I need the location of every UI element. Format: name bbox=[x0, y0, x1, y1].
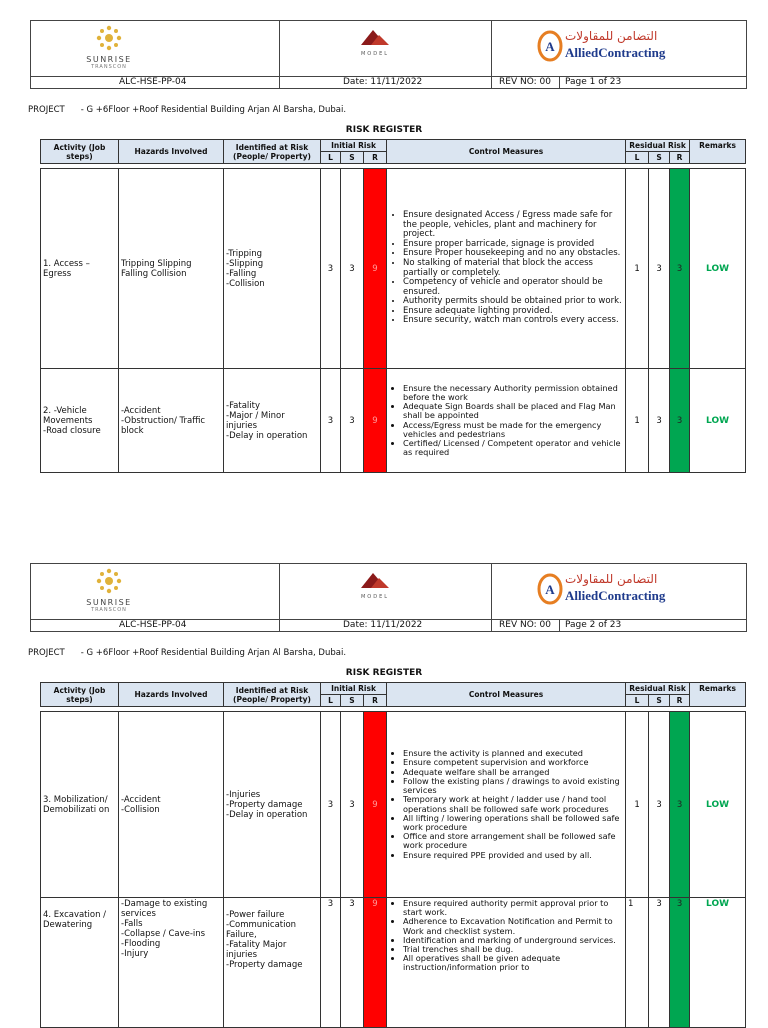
col-r: R bbox=[670, 695, 690, 707]
identified-cell: -Fatality -Major / Minor injuries -Delay in operation bbox=[224, 369, 321, 473]
hazards-cell: -Damage to existing services -Falls -Collapse / Cave-ins -Flooding -Injury bbox=[119, 898, 224, 1028]
register-title: RISK REGISTER bbox=[345, 125, 423, 135]
col-identified: Identified at Risk (People/ Property) bbox=[224, 140, 321, 164]
initial-r: 9 bbox=[364, 369, 387, 473]
allied-logo bbox=[537, 572, 666, 610]
model-name: MODEL bbox=[360, 51, 390, 57]
controls-cell bbox=[387, 369, 626, 473]
control-measure-item: • Ensure the activity is planned and executed bbox=[403, 749, 623, 758]
header-box bbox=[30, 563, 747, 620]
activity-cell: 1. Access – Egress bbox=[41, 169, 119, 369]
header-info-row bbox=[30, 619, 747, 632]
table-row bbox=[41, 712, 746, 898]
sunrise-name: SUNRISE bbox=[86, 55, 132, 64]
svg-text:A: A bbox=[545, 582, 555, 597]
col-s: S bbox=[341, 152, 364, 164]
col-initial-risk: Initial Risk bbox=[321, 140, 387, 152]
control-measure-item: • Authority permits should be obtained prior to work. bbox=[403, 297, 623, 307]
initial-s: 3 bbox=[341, 369, 364, 473]
control-measure-item: • Temporary work at height / ladder use / hand tool operations shall be followed safe work procedures bbox=[403, 795, 623, 813]
residual-l: 1 bbox=[626, 169, 649, 369]
controls-cell bbox=[387, 898, 626, 1028]
col-hazards: Hazards Involved bbox=[119, 140, 224, 164]
activity-cell: 4. Excavation / Dewatering bbox=[41, 898, 119, 1028]
project-line bbox=[28, 105, 346, 115]
col-r: R bbox=[670, 152, 690, 164]
residual-r: 3 bbox=[670, 369, 690, 473]
allied-english-name: AlliedContracting bbox=[565, 588, 666, 603]
control-measure-item: • Ensure the necessary Authority permission obtained before the work bbox=[403, 384, 623, 402]
initial-l: 3 bbox=[321, 712, 341, 898]
residual-r: 3 bbox=[670, 898, 690, 1028]
register-title: RISK REGISTER bbox=[345, 668, 423, 678]
model-logo-cell bbox=[279, 564, 492, 619]
svg-text:A: A bbox=[545, 39, 555, 54]
sunrise-logo bbox=[79, 568, 139, 613]
hazards-cell: -Accident -Collision bbox=[119, 712, 224, 898]
col-r: R bbox=[364, 152, 387, 164]
risk-register-table bbox=[40, 682, 746, 1028]
project-label: PROJECT bbox=[28, 105, 65, 115]
allied-a-icon bbox=[537, 572, 563, 606]
remark-cell: LOW bbox=[690, 712, 746, 898]
rev-no: REV NO: 00 bbox=[499, 620, 551, 630]
control-measure-item: • Ensure required authority permit approval prior to start work. bbox=[403, 899, 623, 917]
identified-cell: -Power failure -Communication Failure, -Fatality Major injuries -Property damage bbox=[224, 898, 321, 1028]
control-measure-item: • Follow the existing plans / drawings to avoid existing services bbox=[403, 777, 623, 795]
sunrise-sub: TRANSCON bbox=[91, 607, 127, 613]
col-l: L bbox=[626, 695, 649, 707]
initial-r: 9 bbox=[364, 712, 387, 898]
col-residual-risk: Residual Risk bbox=[626, 683, 690, 695]
control-measure-item: • Adequate Sign Boards shall be placed and Flag Man shall be appointed bbox=[403, 402, 623, 420]
doc-code: ALC-HSE-PP-04 bbox=[119, 77, 187, 87]
residual-l: 1 bbox=[626, 712, 649, 898]
risk-register-table bbox=[40, 139, 746, 473]
col-l: L bbox=[321, 152, 341, 164]
project-text: - G +6Floor +Roof Residential Building Arjan Al Barsha, Dubai. bbox=[80, 648, 347, 658]
col-activity: Activity (Job steps) bbox=[41, 140, 119, 164]
control-measure-item: • Ensure competent supervision and workforce bbox=[403, 758, 623, 767]
residual-r: 3 bbox=[670, 712, 690, 898]
residual-s: 3 bbox=[649, 898, 670, 1028]
sun-icon bbox=[94, 568, 124, 594]
col-identified: Identified at Risk (People/ Property) bbox=[224, 683, 321, 707]
col-initial-risk: Initial Risk bbox=[321, 683, 387, 695]
model-mark-icon bbox=[355, 570, 395, 590]
col-s: S bbox=[341, 695, 364, 707]
model-logo bbox=[350, 27, 400, 57]
page-number: Page 1 of 23 bbox=[565, 77, 622, 87]
control-measure-item: • Certified/ Licensed / Competent operator and vehicle as required bbox=[403, 439, 623, 457]
model-logo-cell bbox=[279, 21, 492, 76]
residual-l: 1 bbox=[626, 898, 649, 1028]
col-r: R bbox=[364, 695, 387, 707]
identified-cell: -Tripping -Slipping -Falling -Collision bbox=[224, 169, 321, 369]
table-row bbox=[41, 169, 746, 369]
remark-cell: LOW bbox=[690, 369, 746, 473]
model-name: MODEL bbox=[360, 594, 390, 600]
sunrise-sub: TRANSCON bbox=[91, 64, 127, 70]
initial-l: 3 bbox=[321, 169, 341, 369]
sunrise-logo-cell bbox=[31, 21, 279, 76]
allied-logo-cell bbox=[491, 21, 747, 76]
initial-s: 3 bbox=[341, 712, 364, 898]
initial-l: 3 bbox=[321, 898, 341, 1028]
control-measure-item: • Ensure security, watch man controls every access. bbox=[403, 316, 623, 326]
col-control-measures: Control Measures bbox=[387, 140, 626, 164]
col-activity: Activity (Job steps) bbox=[41, 683, 119, 707]
allied-english-name: AlliedContracting bbox=[565, 45, 666, 60]
residual-l: 1 bbox=[626, 369, 649, 473]
doc-date: Date: 11/11/2022 bbox=[343, 77, 423, 87]
control-measure-item: • Competency of vehicle and operator should be ensured. bbox=[403, 278, 623, 297]
hazards-cell: Tripping Slipping Falling Collision bbox=[119, 169, 224, 369]
control-measure-item: • All lifting / lowering operations shall be followed safe work procedure bbox=[403, 814, 623, 832]
control-measure-item: • Ensure adequate lighting provided. bbox=[403, 307, 623, 317]
hazards-cell: -Accident -Obstruction/ Traffic block bbox=[119, 369, 224, 473]
residual-r: 3 bbox=[670, 169, 690, 369]
project-line bbox=[28, 648, 346, 658]
residual-s: 3 bbox=[649, 369, 670, 473]
allied-arabic-name: التضامن للمقاولات bbox=[565, 29, 658, 43]
table-row bbox=[41, 369, 746, 473]
model-logo bbox=[350, 570, 400, 600]
allied-logo-cell bbox=[491, 564, 747, 619]
col-hazards: Hazards Involved bbox=[119, 683, 224, 707]
col-remarks: Remarks bbox=[690, 683, 746, 707]
activity-cell: 3. Mobilization/ Demobilizati on bbox=[41, 712, 119, 898]
control-measure-item: • Adequate welfare shall be arranged bbox=[403, 768, 623, 777]
allied-a-icon bbox=[537, 29, 563, 63]
model-mark-icon bbox=[355, 27, 395, 47]
control-measure-item: • Ensure Proper housekeeping and no any obstacles. bbox=[403, 249, 623, 259]
identified-cell: -Injuries -Property damage -Delay in operation bbox=[224, 712, 321, 898]
col-l: L bbox=[321, 695, 341, 707]
control-measure-item: • Access/Egress must be made for the emergency vehicles and pedestrians bbox=[403, 421, 623, 439]
activity-cell: 2. -Vehicle Movements -Road closure bbox=[41, 369, 119, 473]
residual-s: 3 bbox=[649, 169, 670, 369]
col-residual-risk: Residual Risk bbox=[626, 140, 690, 152]
col-remarks: Remarks bbox=[690, 140, 746, 164]
control-measure-item: • Ensure required PPE provided and used by all. bbox=[403, 851, 623, 860]
allied-arabic-name: التضامن للمقاولات bbox=[565, 572, 658, 586]
initial-s: 3 bbox=[341, 898, 364, 1028]
doc-code: ALC-HSE-PP-04 bbox=[119, 620, 187, 630]
initial-s: 3 bbox=[341, 169, 364, 369]
initial-r: 9 bbox=[364, 169, 387, 369]
col-s: S bbox=[649, 152, 670, 164]
control-measure-item: • All operatives shall be given adequate instruction/information prior to bbox=[403, 954, 623, 972]
initial-r: 9 bbox=[364, 898, 387, 1028]
rev-no: REV NO: 00 bbox=[499, 77, 551, 87]
control-measure-item: • Ensure designated Access / Egress made safe for the people, vehicles, plant and machinery for project. bbox=[403, 211, 623, 240]
header-box bbox=[30, 20, 747, 77]
header-info-row bbox=[30, 76, 747, 89]
allied-logo bbox=[537, 29, 666, 67]
sunrise-logo-cell bbox=[31, 564, 279, 619]
project-text: - G +6Floor +Roof Residential Building Arjan Al Barsha, Dubai. bbox=[80, 105, 347, 115]
residual-s: 3 bbox=[649, 712, 670, 898]
controls-cell bbox=[387, 712, 626, 898]
controls-cell bbox=[387, 169, 626, 369]
sunrise-logo bbox=[79, 25, 139, 70]
doc-date: Date: 11/11/2022 bbox=[343, 620, 423, 630]
control-measure-item: • Office and store arrangement shall be followed safe work procedure bbox=[403, 832, 623, 850]
control-measure-item: • No stalking of material that block the access partially or completely. bbox=[403, 259, 623, 278]
control-measure-item: • Identification and marking of underground services. bbox=[403, 936, 623, 945]
sunrise-name: SUNRISE bbox=[86, 598, 132, 607]
col-l: L bbox=[626, 152, 649, 164]
project-label: PROJECT bbox=[28, 648, 65, 658]
col-s: S bbox=[649, 695, 670, 707]
col-control-measures: Control Measures bbox=[387, 683, 626, 707]
initial-l: 3 bbox=[321, 369, 341, 473]
remark-cell: LOW bbox=[690, 898, 746, 1028]
control-measure-item: • Adherence to Excavation Notification and Permit to Work and checklist system. bbox=[403, 917, 623, 935]
control-measure-item: • Trial trenches shall be dug. bbox=[403, 945, 623, 954]
control-measure-item: • Ensure proper barricade, signage is provided bbox=[403, 240, 623, 250]
page-number: Page 2 of 23 bbox=[565, 620, 622, 630]
table-row bbox=[41, 898, 746, 1028]
sun-icon bbox=[94, 25, 124, 51]
remark-cell: LOW bbox=[690, 169, 746, 369]
